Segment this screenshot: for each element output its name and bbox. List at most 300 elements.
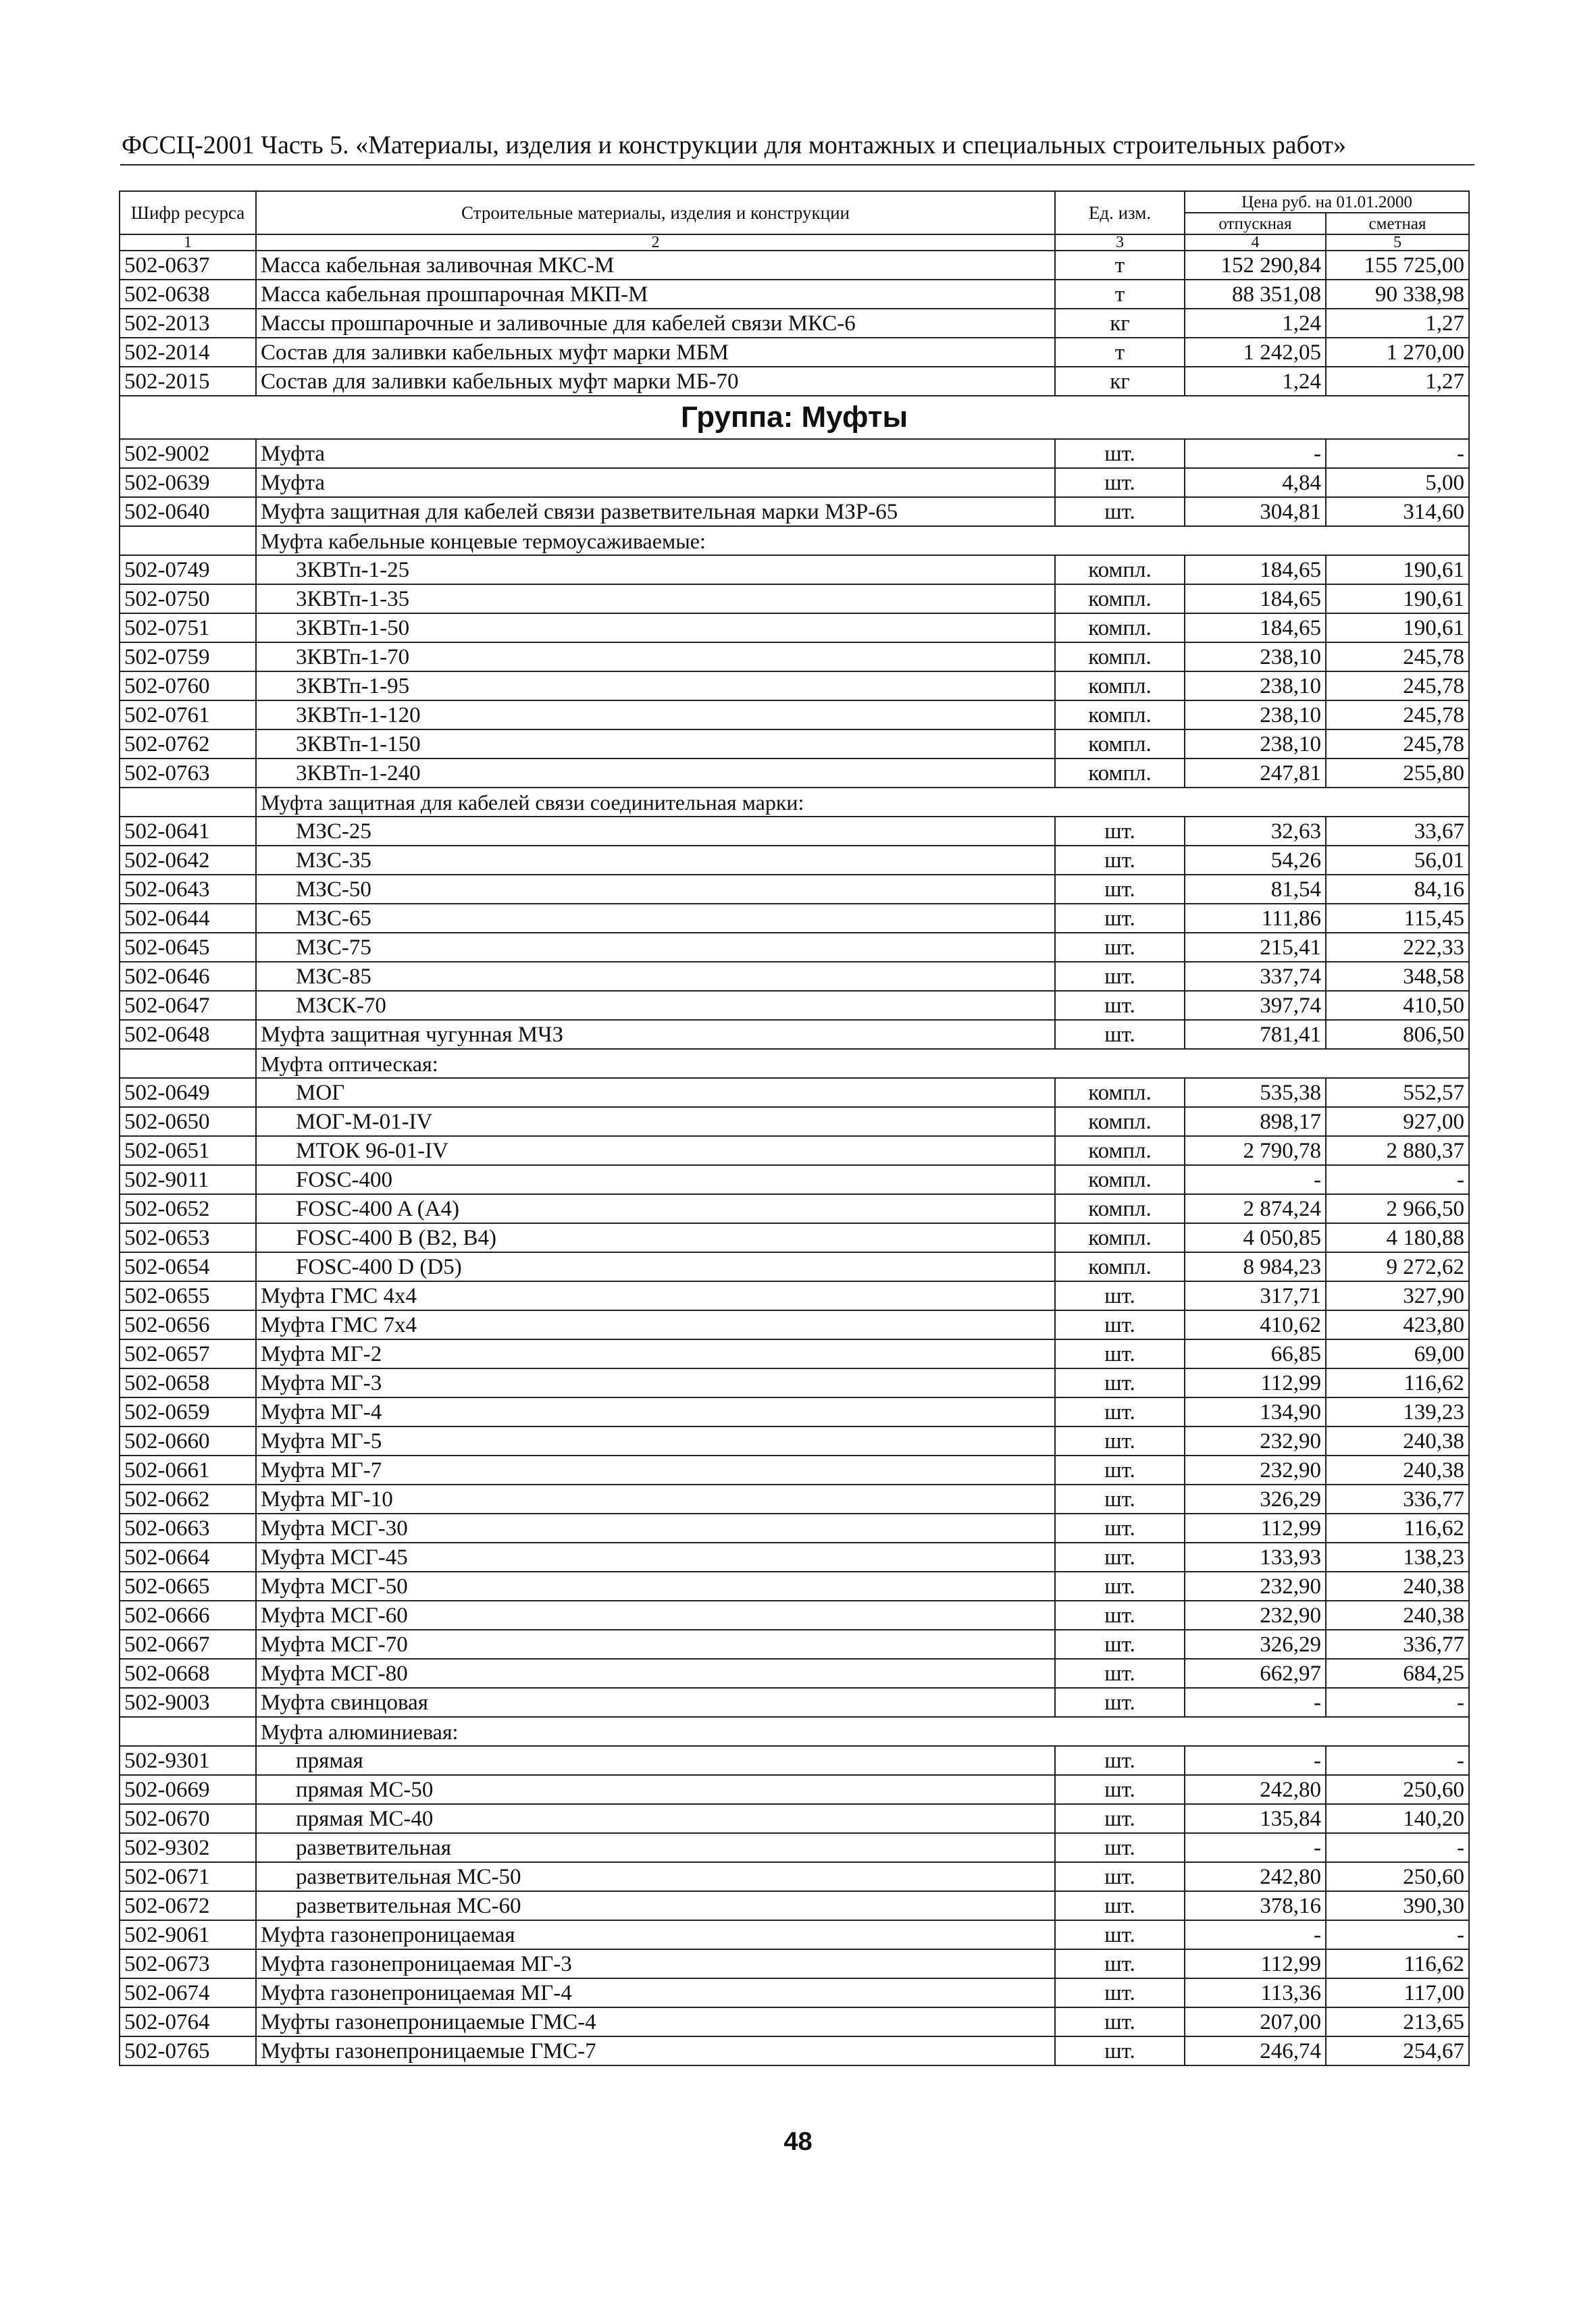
table-row (120, 367, 1469, 396)
material-name: Муфта (256, 468, 1055, 497)
table-row (120, 700, 1469, 729)
resource-code: 502-0763 (120, 759, 256, 788)
resource-code: 502-0651 (120, 1136, 256, 1165)
price-estimate: 327,90 (1326, 1281, 1469, 1310)
table-row (120, 497, 1469, 526)
unit-cell: шт. (1055, 468, 1185, 497)
material-name: 3КВТп-1-25 (256, 555, 1055, 584)
material-name: Муфта МСГ-80 (256, 1659, 1055, 1688)
unit-cell: шт. (1055, 439, 1185, 468)
price-release: - (1185, 439, 1326, 468)
price-estimate: 927,00 (1326, 1107, 1469, 1136)
unit-cell: шт. (1055, 962, 1185, 991)
price-estimate: 116,62 (1326, 1514, 1469, 1543)
material-name: разветвительная (256, 1833, 1055, 1862)
price-release: 898,17 (1185, 1107, 1326, 1136)
unit-cell: компл. (1055, 1107, 1185, 1136)
material-name: FOSC-400 (256, 1165, 1055, 1194)
column-header-unit: Ед. изм. (1055, 191, 1185, 234)
unit-cell: шт. (1055, 991, 1185, 1020)
material-name: Муфта газонепроницаемая МГ-3 (256, 1949, 1055, 1978)
price-release: 54,26 (1185, 846, 1326, 875)
price-estimate: 240,38 (1326, 1426, 1469, 1456)
resource-code: 502-0645 (120, 933, 256, 962)
material-name: Состав для заливки кабельных муфт марки МБМ (256, 338, 1055, 367)
subgroup-heading-row (120, 1049, 1469, 1078)
price-estimate: 115,45 (1326, 904, 1469, 933)
price-estimate: 2 880,37 (1326, 1136, 1469, 1165)
table-row (120, 1543, 1469, 1572)
resource-code: 502-0654 (120, 1252, 256, 1281)
price-estimate: 254,67 (1326, 2036, 1469, 2065)
material-name: МОГ (256, 1078, 1055, 1107)
unit-cell: шт. (1055, 817, 1185, 846)
table-row (120, 671, 1469, 700)
unit-cell: шт. (1055, 1514, 1185, 1543)
resource-code: 502-0665 (120, 1572, 256, 1601)
table-row (120, 1833, 1469, 1862)
material-name: Муфта МГ-4 (256, 1397, 1055, 1426)
price-release: - (1185, 1833, 1326, 1862)
resource-code: 502-0642 (120, 846, 256, 875)
price-release: 81,54 (1185, 875, 1326, 904)
table-row (120, 1223, 1469, 1252)
material-name: Состав для заливки кабельных муфт марки МБ-70 (256, 367, 1055, 396)
price-estimate: 250,60 (1326, 1862, 1469, 1891)
column-header-price-group: Цена руб. на 01.01.2000 (1185, 191, 1469, 213)
table-row (120, 1136, 1469, 1165)
price-estimate: 314,60 (1326, 497, 1469, 526)
table-row (120, 1397, 1469, 1426)
resource-code: 502-0653 (120, 1223, 256, 1252)
material-name: 3КВТп-1-35 (256, 584, 1055, 613)
unit-cell: шт. (1055, 1456, 1185, 1485)
price-estimate: 240,38 (1326, 1572, 1469, 1601)
resource-code: 502-0667 (120, 1630, 256, 1659)
price-release: 662,97 (1185, 1659, 1326, 1688)
column-header-name: Строительные материалы, изделия и конструкции (256, 191, 1055, 234)
column-number-row (120, 234, 1469, 251)
resource-code: 502-0673 (120, 1949, 256, 1978)
price-estimate: 140,20 (1326, 1804, 1469, 1833)
table-row (120, 846, 1469, 875)
table-row (120, 251, 1469, 280)
price-release: 232,90 (1185, 1456, 1326, 1485)
table-row (120, 2007, 1469, 2036)
group-heading-row (120, 396, 1469, 439)
price-estimate: 56,01 (1326, 846, 1469, 875)
resource-code: 502-9301 (120, 1746, 256, 1775)
table-row (120, 1949, 1469, 1978)
price-estimate: 552,57 (1326, 1078, 1469, 1107)
resource-code: 502-0669 (120, 1775, 256, 1804)
table-row (120, 1572, 1469, 1601)
resource-code: 502-0749 (120, 555, 256, 584)
material-name: Муфта защитная для кабелей связи разветвительная марки МЗР-65 (256, 497, 1055, 526)
unit-cell: шт. (1055, 1339, 1185, 1368)
material-name: Муфта МГ-7 (256, 1456, 1055, 1485)
unit-cell: кг (1055, 367, 1185, 396)
price-release: 317,71 (1185, 1281, 1326, 1310)
table-row (120, 1775, 1469, 1804)
table-row (120, 584, 1469, 613)
price-release: - (1185, 1688, 1326, 1717)
unit-cell: компл. (1055, 1194, 1185, 1223)
column-number: 1 (120, 234, 256, 251)
price-estimate: 255,80 (1326, 759, 1469, 788)
resource-code: 502-0765 (120, 2036, 256, 2065)
table-row (120, 1920, 1469, 1949)
price-release: 326,29 (1185, 1630, 1326, 1659)
material-name: 3КВТп-1-150 (256, 729, 1055, 759)
price-release: 397,74 (1185, 991, 1326, 1020)
table-row (120, 1339, 1469, 1368)
table-row (120, 1426, 1469, 1456)
price-release: 207,00 (1185, 2007, 1326, 2036)
table-row (120, 439, 1469, 468)
material-name: Муфты газонепроницаемые ГМС-7 (256, 2036, 1055, 2065)
price-release: 238,10 (1185, 700, 1326, 729)
material-name: МЗС-35 (256, 846, 1055, 875)
price-estimate: 240,38 (1326, 1456, 1469, 1485)
price-estimate: 245,78 (1326, 671, 1469, 700)
price-release: 66,85 (1185, 1339, 1326, 1368)
price-estimate: 423,80 (1326, 1310, 1469, 1339)
unit-cell: шт. (1055, 1833, 1185, 1862)
price-release: 134,90 (1185, 1397, 1326, 1426)
resource-code: 502-0648 (120, 1020, 256, 1049)
resource-code: 502-0664 (120, 1543, 256, 1572)
price-release: 184,65 (1185, 613, 1326, 642)
table-row (120, 1165, 1469, 1194)
table-row (120, 1252, 1469, 1281)
price-release: 337,74 (1185, 962, 1326, 991)
price-release: 2 874,24 (1185, 1194, 1326, 1223)
table-row (120, 991, 1469, 1020)
price-release: 238,10 (1185, 642, 1326, 671)
material-name: 3КВТп-1-240 (256, 759, 1055, 788)
price-release: 184,65 (1185, 555, 1326, 584)
price-release: - (1185, 1165, 1326, 1194)
table-row (120, 555, 1469, 584)
column-header-price-estimate: сметная (1326, 213, 1469, 234)
price-estimate: 190,61 (1326, 613, 1469, 642)
resource-code: 502-2013 (120, 309, 256, 338)
price-release: 184,65 (1185, 584, 1326, 613)
unit-cell: компл. (1055, 1078, 1185, 1107)
resource-code: 502-0750 (120, 584, 256, 613)
material-name: Муфта ГМС 7x4 (256, 1310, 1055, 1339)
unit-cell: шт. (1055, 1426, 1185, 1456)
table-header-row (120, 191, 1469, 213)
resource-code: 502-0663 (120, 1514, 256, 1543)
unit-cell: компл. (1055, 759, 1185, 788)
price-estimate: 139,23 (1326, 1397, 1469, 1426)
unit-cell: т (1055, 251, 1185, 280)
price-estimate: - (1326, 1688, 1469, 1717)
price-estimate: 684,25 (1326, 1659, 1469, 1688)
price-release: 32,63 (1185, 817, 1326, 846)
table-row (120, 642, 1469, 671)
column-number: 3 (1055, 234, 1185, 251)
resource-code: 502-0668 (120, 1659, 256, 1688)
resource-code: 502-0637 (120, 251, 256, 280)
table-row (120, 1107, 1469, 1136)
resource-code: 502-0644 (120, 904, 256, 933)
price-estimate: 1,27 (1326, 367, 1469, 396)
resource-code: 502-9002 (120, 439, 256, 468)
table-row (120, 1368, 1469, 1397)
unit-cell: шт. (1055, 1601, 1185, 1630)
resource-code: 502-0759 (120, 642, 256, 671)
unit-cell: шт. (1055, 1804, 1185, 1833)
material-name: Масса кабельная заливочная МКС-М (256, 251, 1055, 280)
price-estimate: 336,77 (1326, 1630, 1469, 1659)
unit-cell: шт. (1055, 1485, 1185, 1514)
resource-code: 502-0639 (120, 468, 256, 497)
resource-code: 502-0760 (120, 671, 256, 700)
material-name: МЗС-85 (256, 962, 1055, 991)
table-row (120, 1281, 1469, 1310)
price-estimate: - (1326, 1165, 1469, 1194)
resource-code: 502-0666 (120, 1601, 256, 1630)
price-release: 232,90 (1185, 1426, 1326, 1456)
unit-cell: шт. (1055, 2036, 1185, 2065)
resource-code: 502-0641 (120, 817, 256, 846)
price-release: 112,99 (1185, 1368, 1326, 1397)
price-release: 242,80 (1185, 1775, 1326, 1804)
unit-cell: шт. (1055, 1572, 1185, 1601)
material-name: МЗС-25 (256, 817, 1055, 846)
price-estimate: - (1326, 439, 1469, 468)
unit-cell: компл. (1055, 584, 1185, 613)
price-release: 133,93 (1185, 1543, 1326, 1572)
header-rule (120, 164, 1474, 165)
table-row (120, 1630, 1469, 1659)
table-row (120, 1485, 1469, 1514)
table-row (120, 2036, 1469, 2065)
unit-cell: т (1055, 280, 1185, 309)
subgroup-heading-row (120, 1717, 1469, 1746)
material-name: Муфта свинцовая (256, 1688, 1055, 1717)
price-release: 152 290,84 (1185, 251, 1326, 280)
price-release: 113,36 (1185, 1978, 1326, 2007)
price-estimate: 117,00 (1326, 1978, 1469, 2007)
material-name: прямая МС-40 (256, 1804, 1055, 1833)
unit-cell: т (1055, 338, 1185, 367)
price-release: 242,80 (1185, 1862, 1326, 1891)
price-release: 111,86 (1185, 904, 1326, 933)
price-estimate: 1,27 (1326, 309, 1469, 338)
material-name: прямая (256, 1746, 1055, 1775)
table-row (120, 1891, 1469, 1920)
price-release: - (1185, 1746, 1326, 1775)
material-name: Масса кабельная прошпарочная МКП-М (256, 280, 1055, 309)
material-name: МЗС-50 (256, 875, 1055, 904)
table-row (120, 729, 1469, 759)
price-release: 1 242,05 (1185, 338, 1326, 367)
resource-code: 502-9302 (120, 1833, 256, 1862)
material-name: Массы прошпарочные и заливочные для кабелей связи МКС-6 (256, 309, 1055, 338)
material-name: Муфта МГ-3 (256, 1368, 1055, 1397)
price-estimate: 222,33 (1326, 933, 1469, 962)
price-release: 410,62 (1185, 1310, 1326, 1339)
price-release: 8 984,23 (1185, 1252, 1326, 1281)
price-estimate: 2 966,50 (1326, 1194, 1469, 1223)
material-name: 3КВТп-1-50 (256, 613, 1055, 642)
price-estimate: 5,00 (1326, 468, 1469, 497)
price-estimate: 190,61 (1326, 584, 1469, 613)
price-estimate: 410,50 (1326, 991, 1469, 1020)
price-estimate: 806,50 (1326, 1020, 1469, 1049)
material-name: FOSC-400 A (A4) (256, 1194, 1055, 1223)
material-name: МЗС-75 (256, 933, 1055, 962)
resource-code: 502-0650 (120, 1107, 256, 1136)
price-estimate: 4 180,88 (1326, 1223, 1469, 1252)
price-release: 2 790,78 (1185, 1136, 1326, 1165)
material-name: Муфта МСГ-50 (256, 1572, 1055, 1601)
table-row (120, 1978, 1469, 2007)
material-name: 3КВТп-1-70 (256, 642, 1055, 671)
price-estimate: 1 270,00 (1326, 338, 1469, 367)
price-estimate: 116,62 (1326, 1368, 1469, 1397)
price-release: - (1185, 1920, 1326, 1949)
resource-code: 502-0638 (120, 280, 256, 309)
resource-code: 502-0659 (120, 1397, 256, 1426)
resource-code: 502-0655 (120, 1281, 256, 1310)
unit-cell: шт. (1055, 1310, 1185, 1339)
price-release: 238,10 (1185, 671, 1326, 700)
material-name: Муфта МГ-10 (256, 1485, 1055, 1514)
resource-code: 502-0762 (120, 729, 256, 759)
price-estimate: 69,00 (1326, 1339, 1469, 1368)
price-estimate: 190,61 (1326, 555, 1469, 584)
material-name: Муфта МСГ-70 (256, 1630, 1055, 1659)
material-name: Муфты газонепроницаемые ГМС-4 (256, 2007, 1055, 2036)
material-name: прямая МС-50 (256, 1775, 1055, 1804)
material-name: Муфта МСГ-45 (256, 1543, 1055, 1572)
unit-cell: шт. (1055, 1630, 1185, 1659)
unit-cell: шт. (1055, 1978, 1185, 2007)
material-name: МЗСК-70 (256, 991, 1055, 1020)
resource-code: 502-0646 (120, 962, 256, 991)
price-estimate: 245,78 (1326, 642, 1469, 671)
price-release: 1,24 (1185, 367, 1326, 396)
material-name: Муфта МГ-5 (256, 1426, 1055, 1456)
resource-code: 502-0652 (120, 1194, 256, 1223)
table-row (120, 1688, 1469, 1717)
unit-cell: шт. (1055, 1368, 1185, 1397)
resource-code: 502-0640 (120, 497, 256, 526)
resource-code: 502-9011 (120, 1165, 256, 1194)
page-header: ФССЦ-2001 Часть 5. «Материалы, изделия и конструкции для монтажных и специальных строительных работ» (122, 131, 1346, 159)
unit-cell: шт. (1055, 1775, 1185, 1804)
unit-cell: компл. (1055, 642, 1185, 671)
price-release: 535,38 (1185, 1078, 1326, 1107)
price-estimate: 348,58 (1326, 962, 1469, 991)
subgroup-code-cell (120, 1049, 256, 1078)
resource-code: 502-0647 (120, 991, 256, 1020)
table-row (120, 933, 1469, 962)
table-row (120, 904, 1469, 933)
subgroup-title: Муфта кабельные концевые термоусаживаемые: (256, 526, 1469, 555)
price-release: 215,41 (1185, 933, 1326, 962)
material-name: Муфта МГ-2 (256, 1339, 1055, 1368)
resource-code: 502-9061 (120, 1920, 256, 1949)
price-estimate: 250,60 (1326, 1775, 1469, 1804)
unit-cell: шт. (1055, 1281, 1185, 1310)
unit-cell: шт. (1055, 1397, 1185, 1426)
table-row (120, 817, 1469, 846)
price-table (119, 190, 1470, 2066)
resource-code: 502-0670 (120, 1804, 256, 1833)
unit-cell: шт. (1055, 1949, 1185, 1978)
price-estimate: 245,78 (1326, 729, 1469, 759)
table-row (120, 309, 1469, 338)
price-release: 304,81 (1185, 497, 1326, 526)
subgroup-heading-row (120, 526, 1469, 555)
material-name: FOSC-400 B (B2, B4) (256, 1223, 1055, 1252)
material-name: 3КВТп-1-120 (256, 700, 1055, 729)
table-row (120, 1456, 1469, 1485)
unit-cell: шт. (1055, 1862, 1185, 1891)
subgroup-heading-row (120, 788, 1469, 817)
price-release: 247,81 (1185, 759, 1326, 788)
unit-cell: компл. (1055, 729, 1185, 759)
material-name: МТОК 96-01-IV (256, 1136, 1055, 1165)
unit-cell: шт. (1055, 1920, 1185, 1949)
resource-code: 502-0671 (120, 1862, 256, 1891)
material-name: 3КВТп-1-95 (256, 671, 1055, 700)
unit-cell: шт. (1055, 904, 1185, 933)
price-release: 232,90 (1185, 1601, 1326, 1630)
subgroup-code-cell (120, 1717, 256, 1746)
material-name: Муфта МСГ-60 (256, 1601, 1055, 1630)
unit-cell: шт. (1055, 1688, 1185, 1717)
unit-cell: компл. (1055, 1252, 1185, 1281)
unit-cell: шт. (1055, 933, 1185, 962)
resource-code: 502-0643 (120, 875, 256, 904)
material-name: МОГ-М-01-IV (256, 1107, 1055, 1136)
unit-cell: шт. (1055, 2007, 1185, 2036)
column-number: 4 (1185, 234, 1326, 251)
price-estimate: 33,67 (1326, 817, 1469, 846)
resource-code: 502-0656 (120, 1310, 256, 1339)
price-estimate: 116,62 (1326, 1949, 1469, 1978)
unit-cell: шт. (1055, 875, 1185, 904)
resource-code: 502-0672 (120, 1891, 256, 1920)
price-release: 378,16 (1185, 1891, 1326, 1920)
table-row (120, 280, 1469, 309)
price-estimate: 90 338,98 (1326, 280, 1469, 309)
material-name: Муфта (256, 439, 1055, 468)
unit-cell: компл. (1055, 1223, 1185, 1252)
resource-code: 502-0674 (120, 1978, 256, 2007)
material-name: Муфта газонепроницаемая (256, 1920, 1055, 1949)
material-name: Муфта ГМС 4x4 (256, 1281, 1055, 1310)
unit-cell: кг (1055, 309, 1185, 338)
unit-cell: шт. (1055, 1659, 1185, 1688)
resource-code: 502-0649 (120, 1078, 256, 1107)
group-title: Группа: Муфты (120, 396, 1469, 439)
unit-cell: компл. (1055, 1165, 1185, 1194)
table-row (120, 1310, 1469, 1339)
column-number: 2 (256, 234, 1055, 251)
table-row (120, 1078, 1469, 1107)
table-row (120, 468, 1469, 497)
price-estimate: - (1326, 1746, 1469, 1775)
table-row (120, 1804, 1469, 1833)
